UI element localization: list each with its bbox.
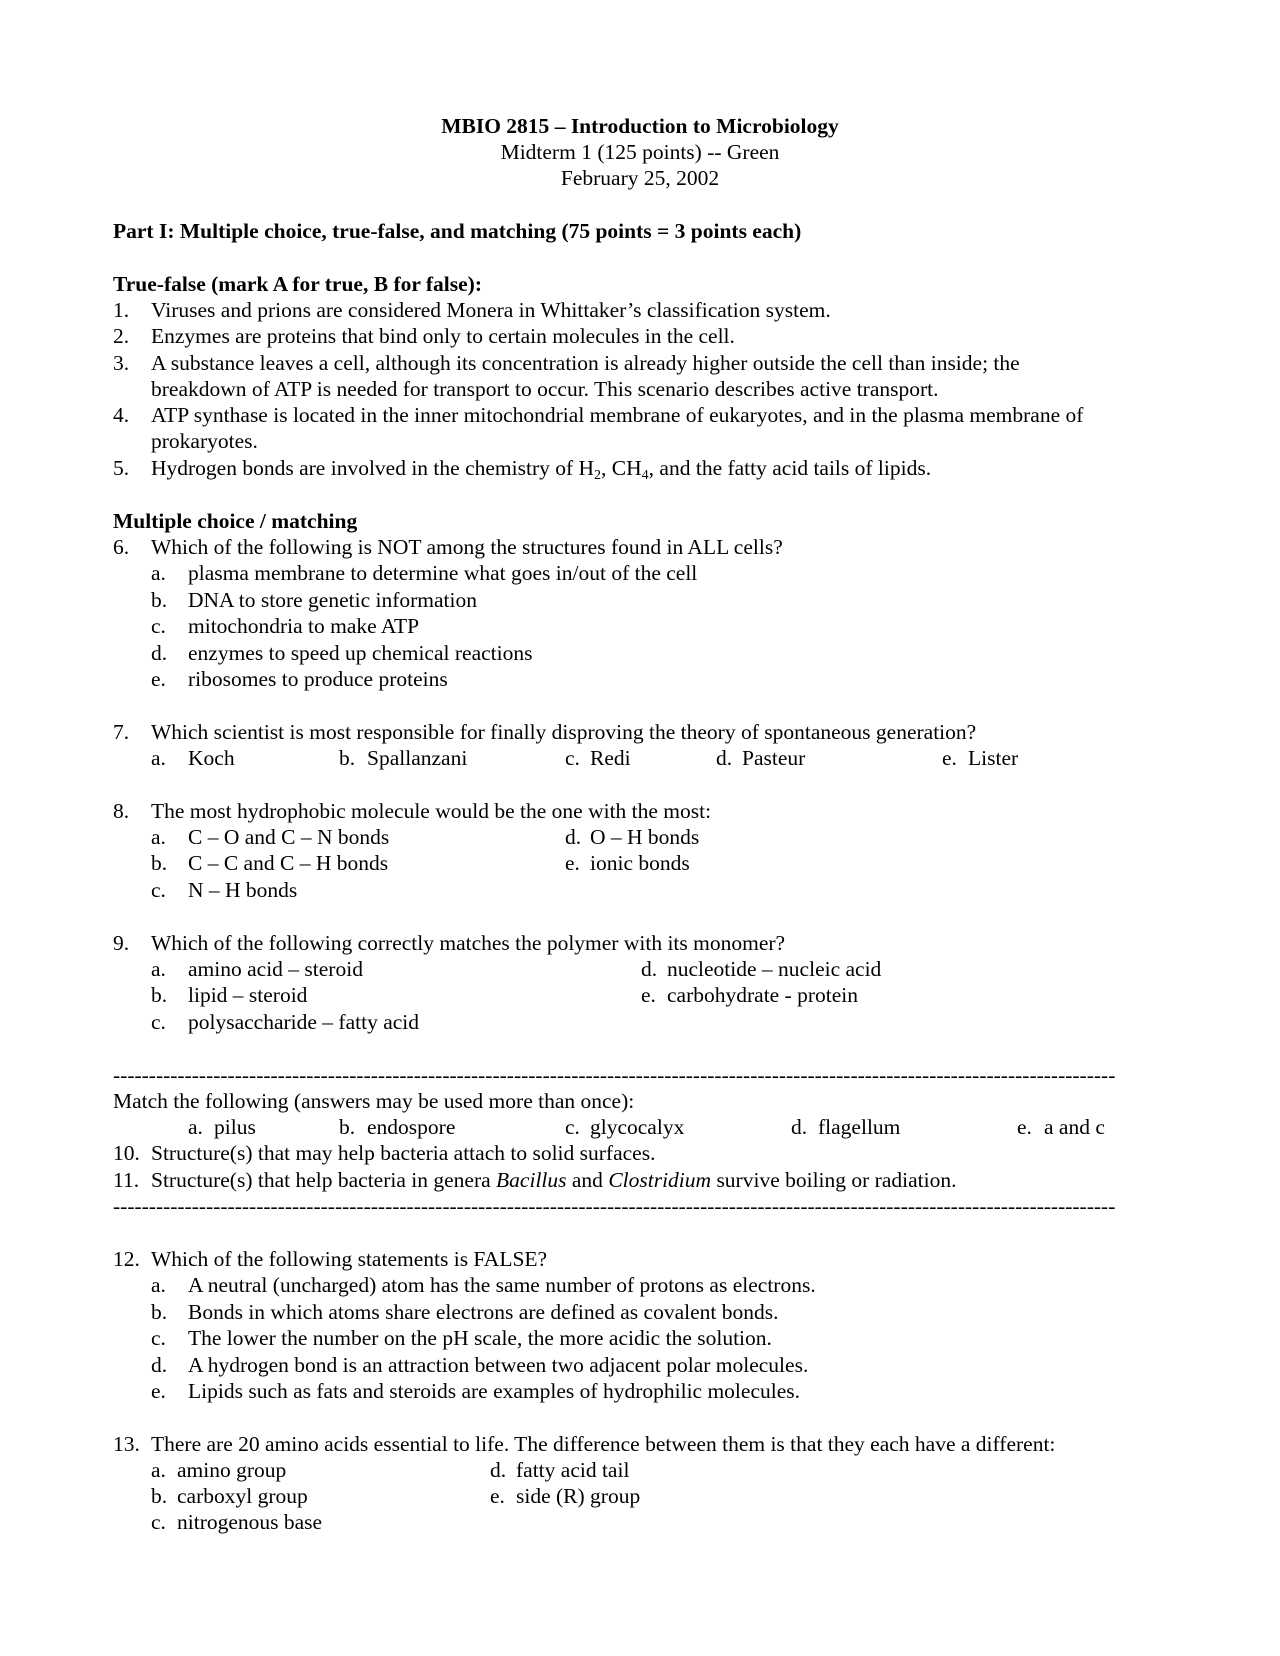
- question-text-part: Hydrogen bonds are involved in the chemistry of H: [151, 456, 595, 480]
- question-text-part: , CH: [601, 456, 642, 480]
- option-letter: d.: [641, 957, 658, 981]
- course-title: [0, 113, 1280, 139]
- option-letter: a.: [151, 1458, 166, 1482]
- question-text-part: Structure(s) that help bacteria in genera: [151, 1168, 497, 1192]
- choice-letter: b.: [339, 1115, 356, 1139]
- question-text: The most hydrophobic molecule would be the one with the most:: [151, 799, 712, 823]
- choice-text: flagellum: [818, 1115, 901, 1139]
- option-letter: d.: [490, 1458, 507, 1482]
- option-text: nitrogenous base: [177, 1510, 323, 1534]
- option-letter: d.: [151, 641, 168, 665]
- choice-letter: a.: [188, 1115, 203, 1139]
- option-letter: a.: [151, 746, 166, 770]
- option-text: nucleotide – nucleic acid: [667, 957, 882, 981]
- choice-letter: d.: [791, 1115, 808, 1139]
- option-letter: d.: [716, 746, 733, 770]
- question-text: Viruses and prions are considered Monera in Whittaker’s classification system.: [151, 298, 831, 322]
- question-text: There are 20 amino acids essential to life. The difference between them is that they each have a different:: [151, 1432, 1056, 1456]
- option-letter: e.: [151, 667, 166, 691]
- option-text: ribosomes to produce proteins: [188, 667, 448, 691]
- option-text: amino acid – steroid: [188, 957, 363, 981]
- question-number: 6.: [113, 535, 130, 559]
- question-text: [151, 1167, 956, 1193]
- option-letter: c.: [151, 1326, 166, 1350]
- option-text: A neutral (uncharged) atom has the same number of protons as electrons.: [188, 1273, 816, 1297]
- option-text: lipid – steroid: [188, 983, 308, 1007]
- option-letter: b.: [151, 983, 168, 1007]
- option-letter: c.: [151, 614, 166, 638]
- option-text: ionic bonds: [590, 851, 690, 875]
- question-text: Which of the following correctly matches the polymer with its monomer?: [151, 931, 786, 955]
- question-text-part: and: [566, 1168, 609, 1192]
- option-letter: a.: [151, 1273, 166, 1297]
- option-text: Spallanzani: [367, 746, 468, 770]
- option-text: polysaccharide – fatty acid: [188, 1010, 420, 1034]
- option-letter: b.: [151, 588, 168, 612]
- option-text: Pasteur: [742, 746, 806, 770]
- subscript: 4: [641, 468, 649, 483]
- question-text: Which scientist is most responsible for finally disproving the theory of spontaneous generation?: [151, 720, 977, 744]
- option-letter: d.: [565, 825, 582, 849]
- matching-instruction: Match the following (answers may be used more than once):: [113, 1089, 635, 1113]
- choice-text: glycocalyx: [590, 1115, 685, 1139]
- question-number: 5.: [113, 456, 130, 480]
- exam-date: February 25, 2002: [560, 166, 720, 190]
- option-letter: a.: [151, 825, 166, 849]
- option-text: carboxyl group: [177, 1484, 308, 1508]
- question-number: 2.: [113, 324, 130, 348]
- question-text-part: , and the fatty acid tails of lipids.: [648, 456, 932, 480]
- option-letter: e.: [151, 1379, 166, 1403]
- choice-text: endospore: [367, 1115, 456, 1139]
- question-text: Enzymes are proteins that bind only to certain molecules in the cell.: [151, 324, 735, 348]
- question-text: Which of the following is NOT among the structures found in ALL cells?: [151, 535, 783, 559]
- question-number: 4.: [113, 403, 130, 427]
- course-name: – Introduction to Microbiology: [549, 114, 839, 138]
- question-number: 7.: [113, 720, 130, 744]
- option-letter: a.: [151, 957, 166, 981]
- choice-letter: e.: [1017, 1115, 1032, 1139]
- question-text-part: survive boiling or radiation.: [711, 1168, 957, 1192]
- question-number: 9.: [113, 931, 130, 955]
- question-number: 3.: [113, 351, 130, 375]
- option-letter: d.: [151, 1353, 168, 1377]
- question-number: 8.: [113, 799, 130, 823]
- option-text: N – H bonds: [188, 878, 298, 902]
- option-letter: b.: [151, 1300, 168, 1324]
- option-text: Lipids such as fats and steroids are examples of hydrophilic molecules.: [188, 1379, 800, 1403]
- subscript: 2: [594, 468, 602, 483]
- question-text: ATP synthase is located in the inner mitochondrial membrane of eukaryotes, and in the plasma membrane of: [151, 403, 1084, 427]
- course-code: MBIO 2815: [441, 114, 550, 138]
- option-text: C – C and C – H bonds: [188, 851, 389, 875]
- option-text: The lower the number on the pH scale, the more acidic the solution.: [188, 1326, 772, 1350]
- option-text: O – H bonds: [590, 825, 700, 849]
- genus-name: Bacillus: [496, 1168, 567, 1192]
- question-text: [151, 455, 931, 481]
- choice-text: pilus: [214, 1115, 256, 1139]
- option-letter: e.: [490, 1484, 505, 1508]
- question-number: 13.: [113, 1432, 140, 1456]
- option-text: plasma membrane to determine what goes in/out of the cell: [188, 561, 698, 585]
- question-text: A substance leaves a cell, although its concentration is already higher outside the cell than inside; the: [151, 351, 1020, 375]
- question-number: 1.: [113, 298, 130, 322]
- option-letter: a.: [151, 561, 166, 585]
- option-letter: c.: [151, 1010, 166, 1034]
- option-letter: b.: [339, 746, 356, 770]
- mc-heading: Multiple choice / matching: [113, 509, 358, 533]
- option-text: side (R) group: [516, 1484, 641, 1508]
- option-letter: e.: [641, 983, 656, 1007]
- option-text: DNA to store genetic information: [188, 588, 477, 612]
- question-text-continued: prokaryotes.: [151, 429, 258, 453]
- question-text: Which of the following statements is FALSE?: [151, 1247, 548, 1271]
- option-text: Lister: [968, 746, 1019, 770]
- choice-letter: c.: [565, 1115, 580, 1139]
- option-letter: e.: [565, 851, 580, 875]
- option-text: C – O and C – N bonds: [188, 825, 390, 849]
- option-letter: c.: [565, 746, 580, 770]
- option-text: fatty acid tail: [516, 1458, 630, 1482]
- question-number: 10.: [113, 1141, 140, 1165]
- question-text-continued: breakdown of ATP is needed for transport to occur. This scenario describes active transport.: [151, 377, 939, 401]
- exam-info: Midterm 1 (125 points) -- Green: [500, 140, 780, 164]
- option-text: A hydrogen bond is an attraction between two adjacent polar molecules.: [188, 1353, 809, 1377]
- option-letter: c.: [151, 1510, 166, 1534]
- option-text: Redi: [590, 746, 631, 770]
- genus-name: Clostridium: [608, 1168, 712, 1192]
- choice-text: a and c: [1044, 1115, 1105, 1139]
- option-text: mitochondria to make ATP: [188, 614, 420, 638]
- divider: --------------------------------------------------------------------------------------------------------------------------------------------: [113, 1194, 1116, 1218]
- part-heading: Part I: Multiple choice, true-false, and matching (75 points = 3 points each): [113, 219, 802, 243]
- question-text: Structure(s) that may help bacteria attach to solid surfaces.: [151, 1141, 656, 1165]
- option-letter: b.: [151, 851, 168, 875]
- option-text: carbohydrate - protein: [667, 983, 859, 1007]
- divider: --------------------------------------------------------------------------------------------------------------------------------------------: [113, 1063, 1116, 1087]
- option-text: enzymes to speed up chemical reactions: [188, 641, 533, 665]
- option-text: amino group: [177, 1458, 287, 1482]
- question-number: 11.: [113, 1168, 140, 1192]
- question-number: 12.: [113, 1247, 140, 1271]
- option-letter: c.: [151, 878, 166, 902]
- option-text: Bonds in which atoms share electrons are defined as covalent bonds.: [188, 1300, 779, 1324]
- true-false-heading: True-false (mark A for true, B for false):: [113, 272, 482, 296]
- option-letter: b.: [151, 1484, 168, 1508]
- option-letter: e.: [942, 746, 957, 770]
- option-text: Koch: [188, 746, 235, 770]
